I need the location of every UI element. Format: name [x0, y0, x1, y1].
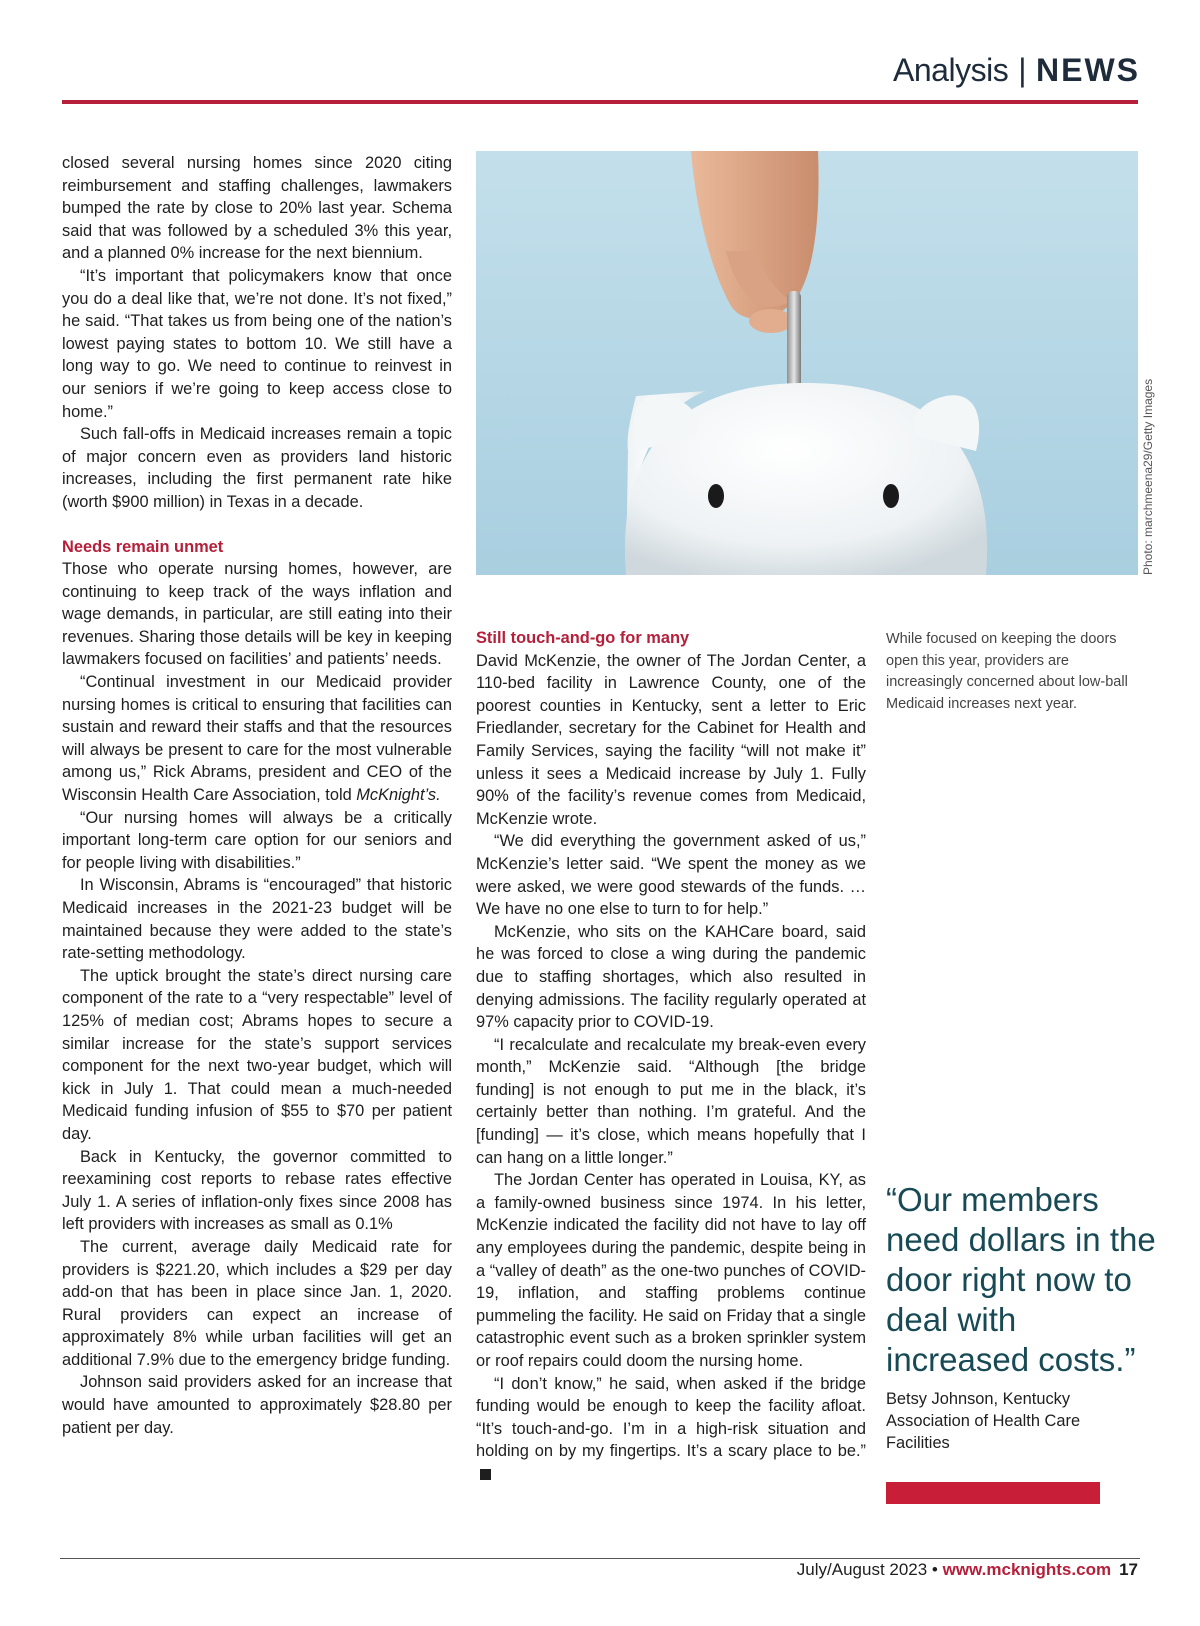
- closing-quote: “I don’t know,” he said, when asked if the bridge funding would be enough to keep the facility afloat. “It’s touch-and-go. I’m in a high-risk situation and holding on by my fingertips. It’s a scary place to be.”: [476, 1374, 866, 1461]
- paragraph: “We did everything the government asked of us,” McKenzie’s letter said. “We spent the money as we were asked, we were good stewards of the funds. … We have no one else to turn to for help.”: [476, 832, 866, 919]
- footer-bullet: •: [927, 1560, 943, 1579]
- paragraph: closed several nursing homes since 2020 citing reimbursement and staffing challenges, lawmakers bumped the rate by close to 20% last year. Schema said that was followed by a scheduled 3% this year, and a planned 0% increase for the next biennium.: [62, 154, 452, 263]
- paragraph: [62, 671, 452, 807]
- paragraph: The uptick brought the state’s direct nursing care component of the rate to a “very respectable” level of 125% of median cost; Abrams hopes to secure a similar increase for the state’s support services component for the next two-year budget, which will kick in July 1. That could mean a much-needed Medicaid funding infusion of $55 to $70 per patient day.: [62, 966, 452, 1143]
- article-column-2: [476, 627, 866, 1486]
- paragraph: Such fall-offs in Medicaid increases remain a topic of major concern even as providers land historic increases, including the first permanent rate hike (worth $900 million) in Texas in a decade.: [62, 425, 452, 511]
- publication-name: McKnight’s.: [356, 786, 441, 805]
- subhead-needs-remain-unmet: Needs remain unmet: [62, 537, 224, 556]
- pull-quote: “Our members need dollars in the door right now to deal with increased costs.”: [886, 1181, 1156, 1378]
- footer-rule: [60, 1558, 1140, 1559]
- category-label: NEWS: [1036, 52, 1140, 88]
- photo-credit: Photo: marchmeena29/Getty Images: [1141, 378, 1155, 575]
- piggy-bank-illustration: [476, 151, 1138, 575]
- paragraph: [476, 1373, 866, 1486]
- paragraph: “I recalculate and recalculate my break-even every month,” McKenzie said. “Although [the bridge funding] is not enough to put me in the black, it’s certainly better than nothing. I’m grateful. And the [funding] — it’s close, which means hopefully that I can hang on a little longer.”: [476, 1035, 866, 1167]
- section-header: [893, 52, 1140, 89]
- photo-caption: While focused on keeping the doors open this year, providers are increasingly concerned about low-ball Medicaid increases next year.: [886, 631, 1128, 712]
- subhead-touch-and-go: Still touch-and-go for many: [476, 629, 690, 647]
- pull-quote-attribution: Betsy Johnson, Kentucky Association of Health Care Facilities: [886, 1390, 1081, 1452]
- paragraph: McKenzie, who sits on the KAHCare board, said he was forced to close a wing during the pandemic due to staffing shortages, which also resulted in denying admissions. The facility regularly operated at 97% capacity prior to COVID-19.: [476, 922, 866, 1032]
- article-column-1: [62, 152, 452, 1439]
- website-link[interactable]: www.mcknights.com: [942, 1560, 1112, 1579]
- paragraph: Johnson said providers asked for an increase that would have amounted to approximately $28.80 per patient per day.: [62, 1373, 452, 1437]
- quote-text: “Continual investment in our Medicaid provider nursing homes is critical to ensuring that facilities can sustain and reward their staffs and that the resources will always be present to care for the most vulnerable among us,” Rick Abrams, president and CEO of the Wisconsin Health Care Association, told: [62, 673, 452, 805]
- decorative-red-bar: [886, 1482, 1100, 1504]
- paragraph: “Our nursing homes will always be a critically important long-term care option for our seniors and for people living with disabilities.”: [62, 808, 452, 872]
- header-rule: [62, 100, 1138, 104]
- page-footer: [797, 1560, 1138, 1580]
- paragraph: David McKenzie, the owner of The Jordan Center, a 110-bed facility in Lawrence County, one of the poorest counties in Kentucky, sent a letter to Eric Friedlander, secretary for the Cabinet for Health and Family Services, saying the facility “will not make it” unless it sees a Medicaid increase by July 1. Fully 90% of the facility’s revenue comes from Medicaid, McKenzie wrote.: [476, 651, 866, 828]
- issue-date: July/August 2023: [796, 1560, 928, 1579]
- paragraph: Back in Kentucky, the governor committed to reexamining cost reports to rebase rates effective July 1. A series of inflation-only fixes since 2008 has left providers with increases as small as 0.1%: [62, 1147, 452, 1234]
- section-label: Analysis: [893, 52, 1009, 88]
- end-mark-icon: [480, 1469, 491, 1480]
- paragraph: “It’s important that policymakers know that once you do a deal like that, we’re not done. It’s not fixed,” he said. “That takes us from being one of the nation’s lowest paying states to bottom 10. We still have a long way to go. We need to continue to reinvest in our seniors if we’re going to keep access close to home.”: [62, 266, 452, 421]
- paragraph: Those who operate nursing homes, however, are continuing to keep track of the ways inflation and wage demands, in particular, are still eating into their revenues. Sharing those details will be key in keeping lawmakers focused on facilities’ and patients’ needs.: [62, 560, 452, 669]
- page-number: 17: [1119, 1560, 1138, 1579]
- header-separator: |: [1018, 52, 1026, 88]
- paragraph: The current, average daily Medicaid rate for providers is $221.20, which includes a $29 per day add-on that has been in place since Jan. 1, 2020. Rural providers can expect an increase of approximately 8% while urban facilities will get an additional 7.9% due to the emergency bridge funding.: [62, 1237, 452, 1369]
- piggy-bank-photo: [476, 151, 1138, 575]
- paragraph: In Wisconsin, Abrams is “encouraged” that historic Medicaid increases in the 2021-23 budget will be maintained because they were added to the state’s rate-setting methodology.: [62, 876, 452, 963]
- paragraph: The Jordan Center has operated in Louisa, KY, as a family-owned business since 1974. In his letter, McKenzie indicated the facility did not have to lay off any employees during the pandemic, despite being in a “valley of death” as the one-two punches of COVID-19, inflation, and staffing problems continue pummeling the facility. He said on Friday that a single catastrophic event such as a broken sprinkler system or roof repairs could doom the nursing home.: [476, 1171, 866, 1370]
